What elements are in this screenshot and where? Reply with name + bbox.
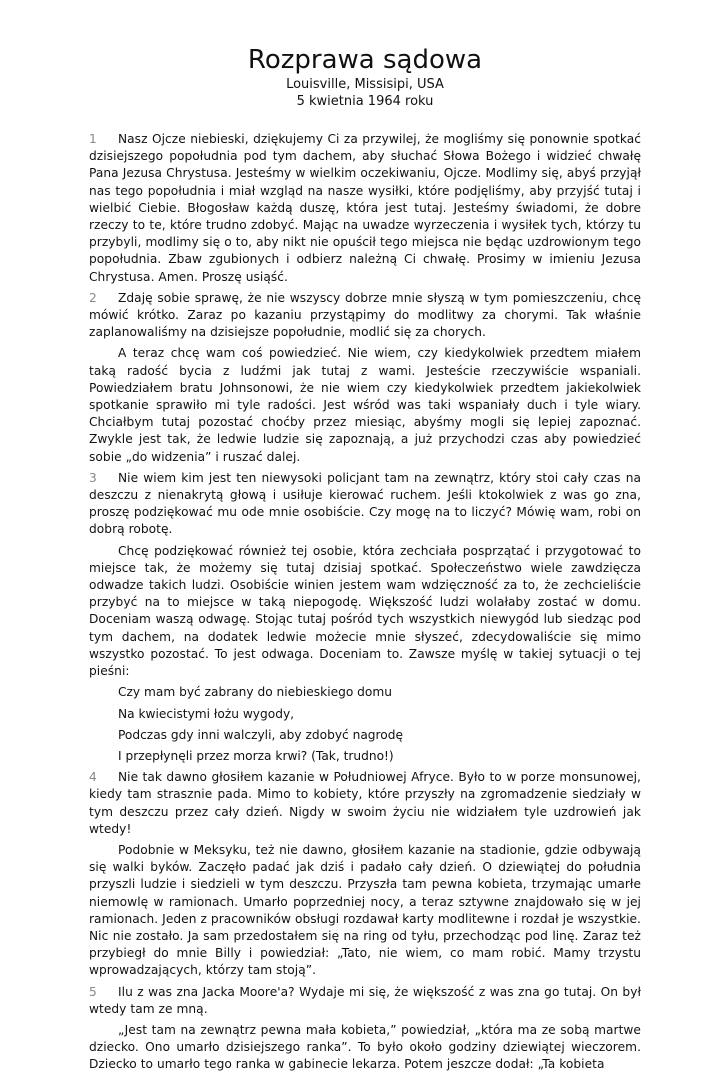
paragraph [89, 345, 641, 465]
poem-line: Podczas gdy inni walczyli, aby zdobyć nagrodę [118, 727, 403, 742]
paragraph-number: 2 [89, 290, 97, 305]
paragraph-text: Nie tak dawno głosiłem kazanie w Południowej Afryce. Było to w porze monsunowej, kiedy tam strasznie pada. Mimo to kobiety, które przyszły na zgromadzenie siedziały w tym deszczu przez cały dzień. Nigdy w swoim życiu nie widziałem tyle uzdrowień jak wtedy! [89, 770, 641, 836]
document-date: 5 kwietnia 1964 roku [296, 94, 434, 109]
paragraph [89, 842, 641, 980]
paragraph-number: 4 [89, 770, 97, 785]
paragraph [89, 769, 641, 838]
poem [89, 684, 641, 765]
paragraph [89, 131, 641, 286]
paragraph-text: Nasz Ojcze niebieski, dziękujemy Ci za przywilej, że mogliśmy się ponownie spotkać dzisiejszego popołudnia pod tym dachem, aby słuchać Słowa Bożego i widzieć chwałę Pana Jezusa Chrystusa. Jesteśmy w wielkim oczekiwaniu, Ojcze. Modlimy się, abyś przyjął nas tego popołudnia i miał wzgląd na nasze wysiłki, które podjęliśmy, aby przyjść tutaj i wielbić Ciebie. Błogosław każdą duszę, która jest tutaj. Jesteśmy świadomi, że dobre rzeczy to te, które trudno zdobyć. Mając na uwadze wyrzeczenia i wysiłek tych, którzy tu przybyli, modlimy się o to, aby nikt nie opuścił tego miejsca nie będąc uzdrowionym tego popołudnia. Zbaw zgubionych i odbierz należną Ci chwałę. Prosimy w imieniu Jezusa Chrystusa. Amen. Proszę usiąść. [89, 132, 641, 284]
paragraph-text: Podobnie w Meksyku, też nie dawno, głosiłem kazanie na stadionie, gdzie odbywają się walki byków. Zaczęło padać jak dziś i padało cały dzień. O dziewiątej do południa przyszli ludzie i siedzieli w tym deszczu. Przyszła tam pewna kobieta, trzymając umarłe niemowlę w ramionach. Umarło poprzedniej nocy, a teraz sztywne znajdowało się w jej ramionach. Jeden z pracowników obsługi rozdawał karty modlitewne i rozdał je wszystkie. Nic nie zostało. Ja sam przedostałem się na ring od tyłu, przechodząc pod linę. Zaraz też przybiegł do mnie Billy i powiedział: „Tato, nie wiem, co mam robić. Mamy trzystu wprowadzających, którzy tam stoją”. [89, 842, 641, 978]
paragraph-text: Nie wiem kim jest ten niewysoki policjant tam na zewnątrz, który stoi cały czas na deszczu z nienakrytą głową i usiłuje kierować ruchem. Jeśli ktokolwiek z was go zna, proszę podziękować mu ode mnie osobiście. Czy mogę na to liczyć? Mówię wam, robi on dobrą robotę. [89, 470, 641, 537]
paragraph [89, 470, 641, 539]
poem-line: I przepłynęli przez morza krwi? (Tak, trudno!) [118, 748, 394, 763]
poem-line: Czy mam być zabrany do niebieskiego domu [118, 685, 392, 700]
paragraph [89, 290, 641, 342]
paragraph-number: 3 [89, 470, 97, 485]
paragraph-number: 5 [89, 984, 97, 999]
paragraph [89, 1022, 641, 1074]
paragraph-number: 1 [89, 132, 97, 146]
paragraph-text: Zdaję sobie sprawę, że nie wszyscy dobrze mnie słyszą w tym pomieszczeniu, chcę mówić krótko. Zaraz po kazaniu przystąpimy do modlitwy za chorymi. Tak właśnie zaplanowaliśmy na dzisiejsze popołudnie, modlić się za chorych. [89, 290, 641, 340]
poem-line: Na kwiecistymi łożu wygody, [118, 706, 295, 721]
paragraph-text: Chcę podziękować również tej osobie, która zechciała posprzątać i przygotować to miejsce tak, że możemy się tutaj dzisiaj spotkać. Społeczeństwo wiele zawdzięcza odwadze takich ludzi. Osobiście winien jestem wam wdzięczność za to, że zechcieliście przybyć na to miejsce w taką niepogodę. Większość ludzi wolałaby zostać w domu. Doceniam waszą odwagę. Stojąc tutaj pośród tych wszystkich niewygód lub siedząc pod tym dachem, na dodatek ledwie możecie mnie słyszeć, zdecydowaliście się mimo wszystko pozostać. To jest odwaga. Doceniam to. Zawsze myślę w takiej sytuacji o tej pieśni: [89, 543, 641, 679]
paragraph-text: Ilu z was zna Jacka Moore'a? Wydaje mi się, że większość z was zna go tutaj. On był wtedy tam ze mną. [89, 984, 641, 1016]
paragraph [89, 543, 641, 681]
paragraph-text: „Jest tam na zewnątrz pewna mała kobieta,” powiedział, „która ma ze sobą martwe dziecko. Ono umarło dzisiejszego ranka”. To było około godziny dziewiątej wieczorem. Dziecko to umarło tego ranka w gabinecie lekarza. Potem jeszcze dodał: „Ta kobieta [89, 1022, 641, 1072]
paragraph [89, 984, 641, 1018]
document-page [89, 44, 641, 1078]
paragraph-text: A teraz chcę wam coś powiedzieć. Nie wiem, czy kiedykolwiek przedtem miałem taką radość bycia z ludźmi jak tutaj z wami. Jesteście rzeczywiście wspaniali. Powiedziałem bratu Johnsonowi, że nie wiem czy kiedykolwiek przedtem jakiekolwiek spotkanie sprawiło mi tyle radości. Jest wśród was taki wspaniały duch i tyle wiary. Chciałbym tutaj pozostać choćby przez miesiąc, abyśmy mogli się lepiej zapoznać. Zwykle jest tak, że ledwie ludzie się zapoznają, a już przychodzi czas aby powiedzieć sobie „do widzenia” i ruszać dalej. [89, 346, 641, 464]
document-title: Rozprawa sądowa [247, 45, 483, 75]
document-body [89, 131, 641, 1074]
document-location: Louisville, Missisipi, USA [286, 77, 444, 92]
